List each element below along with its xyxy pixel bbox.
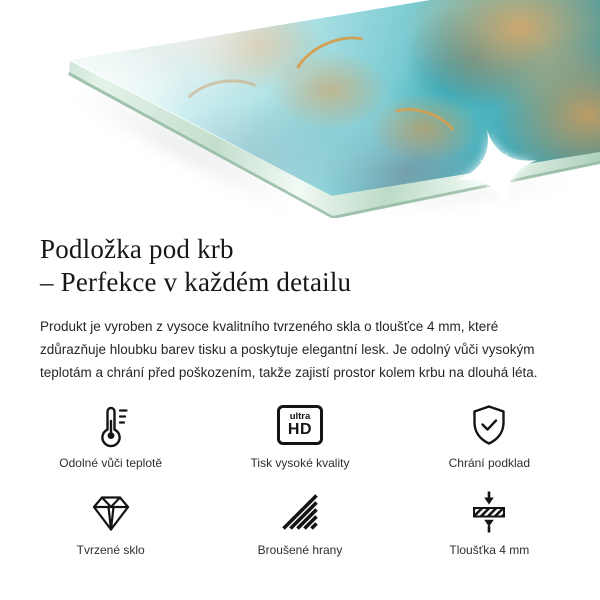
feature-tempered-glass — [16, 488, 205, 557]
feature-print-quality — [205, 401, 394, 470]
ultra-hd-badge — [277, 405, 323, 445]
product-photo — [0, 0, 600, 218]
feature-label: Broušené hrany — [257, 543, 343, 557]
ultra-hd-icon — [277, 401, 323, 449]
feature-label: Odolné vůči teplotě — [59, 456, 163, 470]
page-title — [40, 233, 560, 299]
ultra-hd-text-bottom: HD — [287, 421, 313, 439]
thickness-icon — [465, 488, 513, 536]
feature-label: Chrání podklad — [448, 456, 531, 470]
feature-label: Tisk vysoké kvality — [250, 456, 350, 470]
gold-vein — [282, 23, 393, 116]
product-info — [0, 233, 600, 384]
features-grid — [0, 401, 600, 557]
beveled-edges-icon — [276, 488, 324, 536]
feature-heat-resistant — [16, 401, 205, 470]
thermometer-icon — [87, 401, 135, 449]
feature-polished-edges — [205, 488, 394, 557]
page-title-line1: Podložka pod krb — [40, 234, 234, 264]
feature-thickness — [395, 488, 584, 557]
ultra-hd-text-top: ultra — [289, 410, 311, 422]
page-title-line2: – Perfekce v každém detailu — [40, 267, 352, 297]
shield-check-icon — [465, 401, 513, 449]
product-description: Produkt je vyroben z vysoce kvalitního tvrzeného skla o tloušťce 4 mm, které zdůrazňuje hloubku barev tisku a poskytuje elegantní lesk. Je odolný vůči vysokým teplotám a chrání před poškozením, takže zajistí prostor kolem krbu na dlouhá léta. — [40, 319, 538, 380]
feature-label: Tloušťka 4 mm — [449, 543, 530, 557]
feature-label: Tvrzené sklo — [76, 543, 145, 557]
diamond-icon — [87, 488, 135, 536]
feature-protects-surface — [395, 401, 584, 470]
